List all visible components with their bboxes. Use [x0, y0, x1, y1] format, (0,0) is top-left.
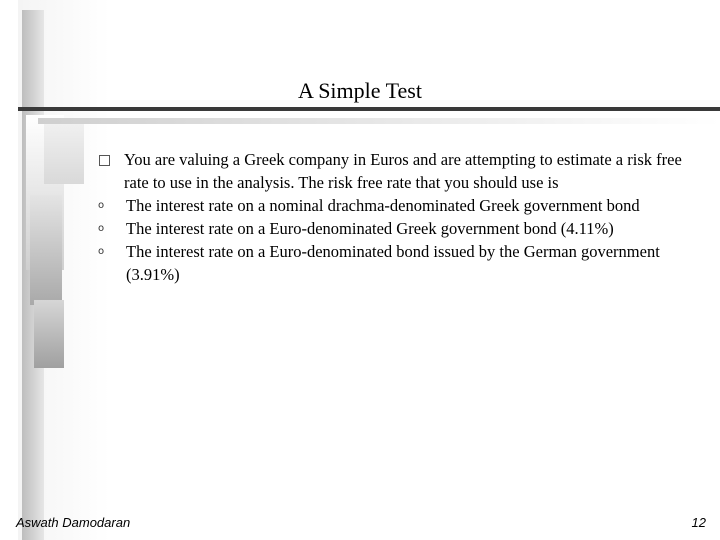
option-text: The interest rate on a Euro-denominated bond issued by the German government (3.91%) — [126, 242, 660, 284]
question-item — [96, 148, 696, 194]
slide-title: A Simple Test — [298, 78, 422, 103]
square-bullet-icon — [96, 148, 124, 171]
decorative-bar — [34, 300, 64, 368]
option-text: The interest rate on a nominal drachma-denominated Greek government bond — [126, 196, 640, 215]
question-text: You are valuing a Greek company in Euros and are attempting to estimate a risk free rate to use in the analysis. The risk free rate that you should use is — [124, 150, 682, 192]
option-item — [96, 217, 696, 240]
option-text: The interest rate on a Euro-denominated Greek government bond (4.11%) — [126, 219, 614, 238]
decorative-bar — [38, 118, 720, 124]
page-number: 12 — [691, 515, 706, 530]
decorative-bar — [44, 124, 84, 184]
footer-author: Aswath Damodaran — [16, 515, 131, 530]
option-item — [96, 194, 696, 217]
option-item — [96, 240, 696, 286]
circle-bullet-icon: o — [98, 200, 105, 211]
decorative-bar — [30, 195, 62, 305]
circle-bullet-icon: o — [98, 223, 105, 234]
circle-bullet-icon: o — [98, 246, 105, 257]
slide-content — [96, 148, 696, 286]
title-divider — [18, 107, 720, 111]
